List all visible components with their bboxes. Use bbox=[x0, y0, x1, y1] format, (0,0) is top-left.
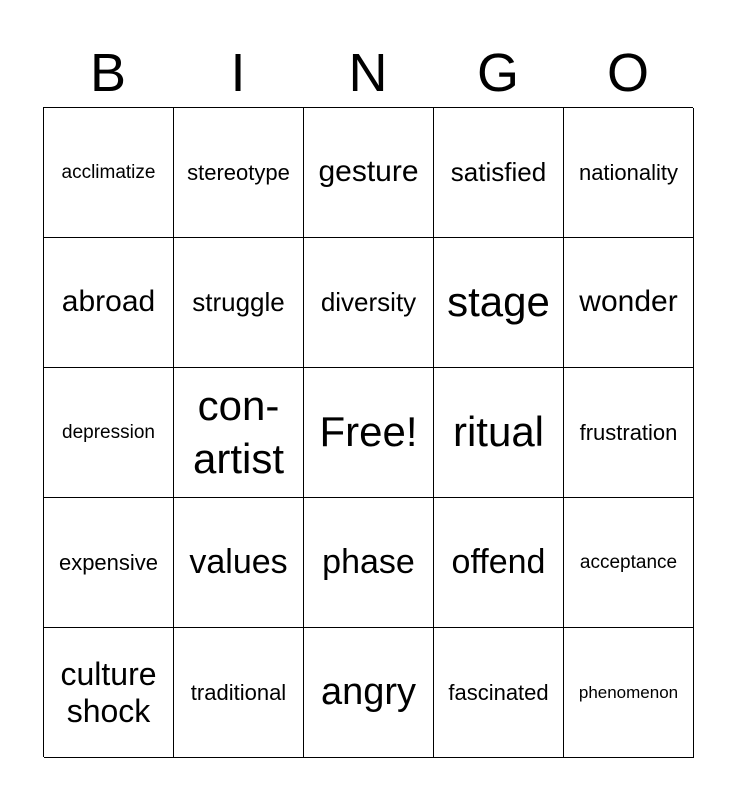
free-space[interactable] bbox=[304, 368, 434, 498]
bingo-cell[interactable] bbox=[44, 628, 174, 758]
bingo-cell[interactable] bbox=[434, 238, 564, 368]
header-letter-o: O bbox=[606, 43, 649, 103]
cell-word: culture shock bbox=[60, 655, 157, 729]
cell-word: wonder bbox=[579, 285, 678, 319]
cell-word: angry bbox=[320, 670, 417, 713]
cell-word: acclimatize bbox=[61, 161, 156, 183]
cell-word: expensive bbox=[58, 549, 159, 575]
cell-word: fascinated bbox=[448, 679, 549, 705]
cell-word: stereotype bbox=[187, 159, 290, 185]
bingo-cell[interactable] bbox=[304, 108, 434, 238]
bingo-cell[interactable] bbox=[44, 108, 174, 238]
bingo-cell[interactable] bbox=[564, 238, 694, 368]
bingo-cell[interactable] bbox=[44, 498, 174, 628]
bingo-cell[interactable] bbox=[434, 498, 564, 628]
cell-word: traditional bbox=[190, 679, 287, 705]
bingo-cell[interactable] bbox=[174, 628, 304, 758]
cell-word: values bbox=[189, 542, 288, 581]
bingo-board bbox=[43, 107, 693, 757]
cell-word: stage bbox=[447, 278, 550, 326]
bingo-cell[interactable] bbox=[174, 108, 304, 238]
header-letter-b: B bbox=[89, 43, 127, 103]
cell-word: ritual bbox=[452, 408, 545, 456]
bingo-cell[interactable] bbox=[44, 238, 174, 368]
bingo-cell[interactable] bbox=[174, 498, 304, 628]
bingo-header bbox=[43, 40, 693, 106]
bingo-cell[interactable] bbox=[564, 368, 694, 498]
free-space-label: Free! bbox=[319, 408, 418, 456]
bingo-cell[interactable] bbox=[434, 108, 564, 238]
bingo-cell[interactable] bbox=[434, 368, 564, 498]
cell-word: struggle bbox=[192, 286, 285, 317]
cell-word: diversity bbox=[320, 286, 417, 317]
bingo-cell[interactable] bbox=[564, 628, 694, 758]
cell-word: offend bbox=[451, 542, 546, 581]
header-letter-n: N bbox=[348, 43, 388, 103]
cell-word: nationality bbox=[578, 159, 679, 185]
bingo-cell[interactable] bbox=[304, 498, 434, 628]
cell-word: phenomenon bbox=[578, 682, 679, 702]
cell-word: acceptance bbox=[579, 551, 678, 573]
bingo-cell[interactable] bbox=[434, 628, 564, 758]
bingo-cell[interactable] bbox=[304, 628, 434, 758]
cell-word: con- artist bbox=[192, 382, 284, 482]
bingo-cell[interactable] bbox=[564, 108, 694, 238]
bingo-cell[interactable] bbox=[174, 368, 304, 498]
bingo-cell[interactable] bbox=[304, 238, 434, 368]
cell-word: frustration bbox=[579, 419, 678, 445]
bingo-cell[interactable] bbox=[174, 238, 304, 368]
bingo-cell[interactable] bbox=[564, 498, 694, 628]
cell-word: satisfied bbox=[450, 156, 547, 187]
header-letter-g: G bbox=[476, 43, 519, 103]
cell-word: phase bbox=[322, 542, 415, 581]
header-letter-i: I bbox=[230, 43, 246, 103]
cell-word: gesture bbox=[318, 155, 419, 189]
bingo-cell[interactable] bbox=[44, 368, 174, 498]
cell-word: abroad bbox=[61, 285, 156, 319]
cell-word: depression bbox=[62, 421, 155, 443]
